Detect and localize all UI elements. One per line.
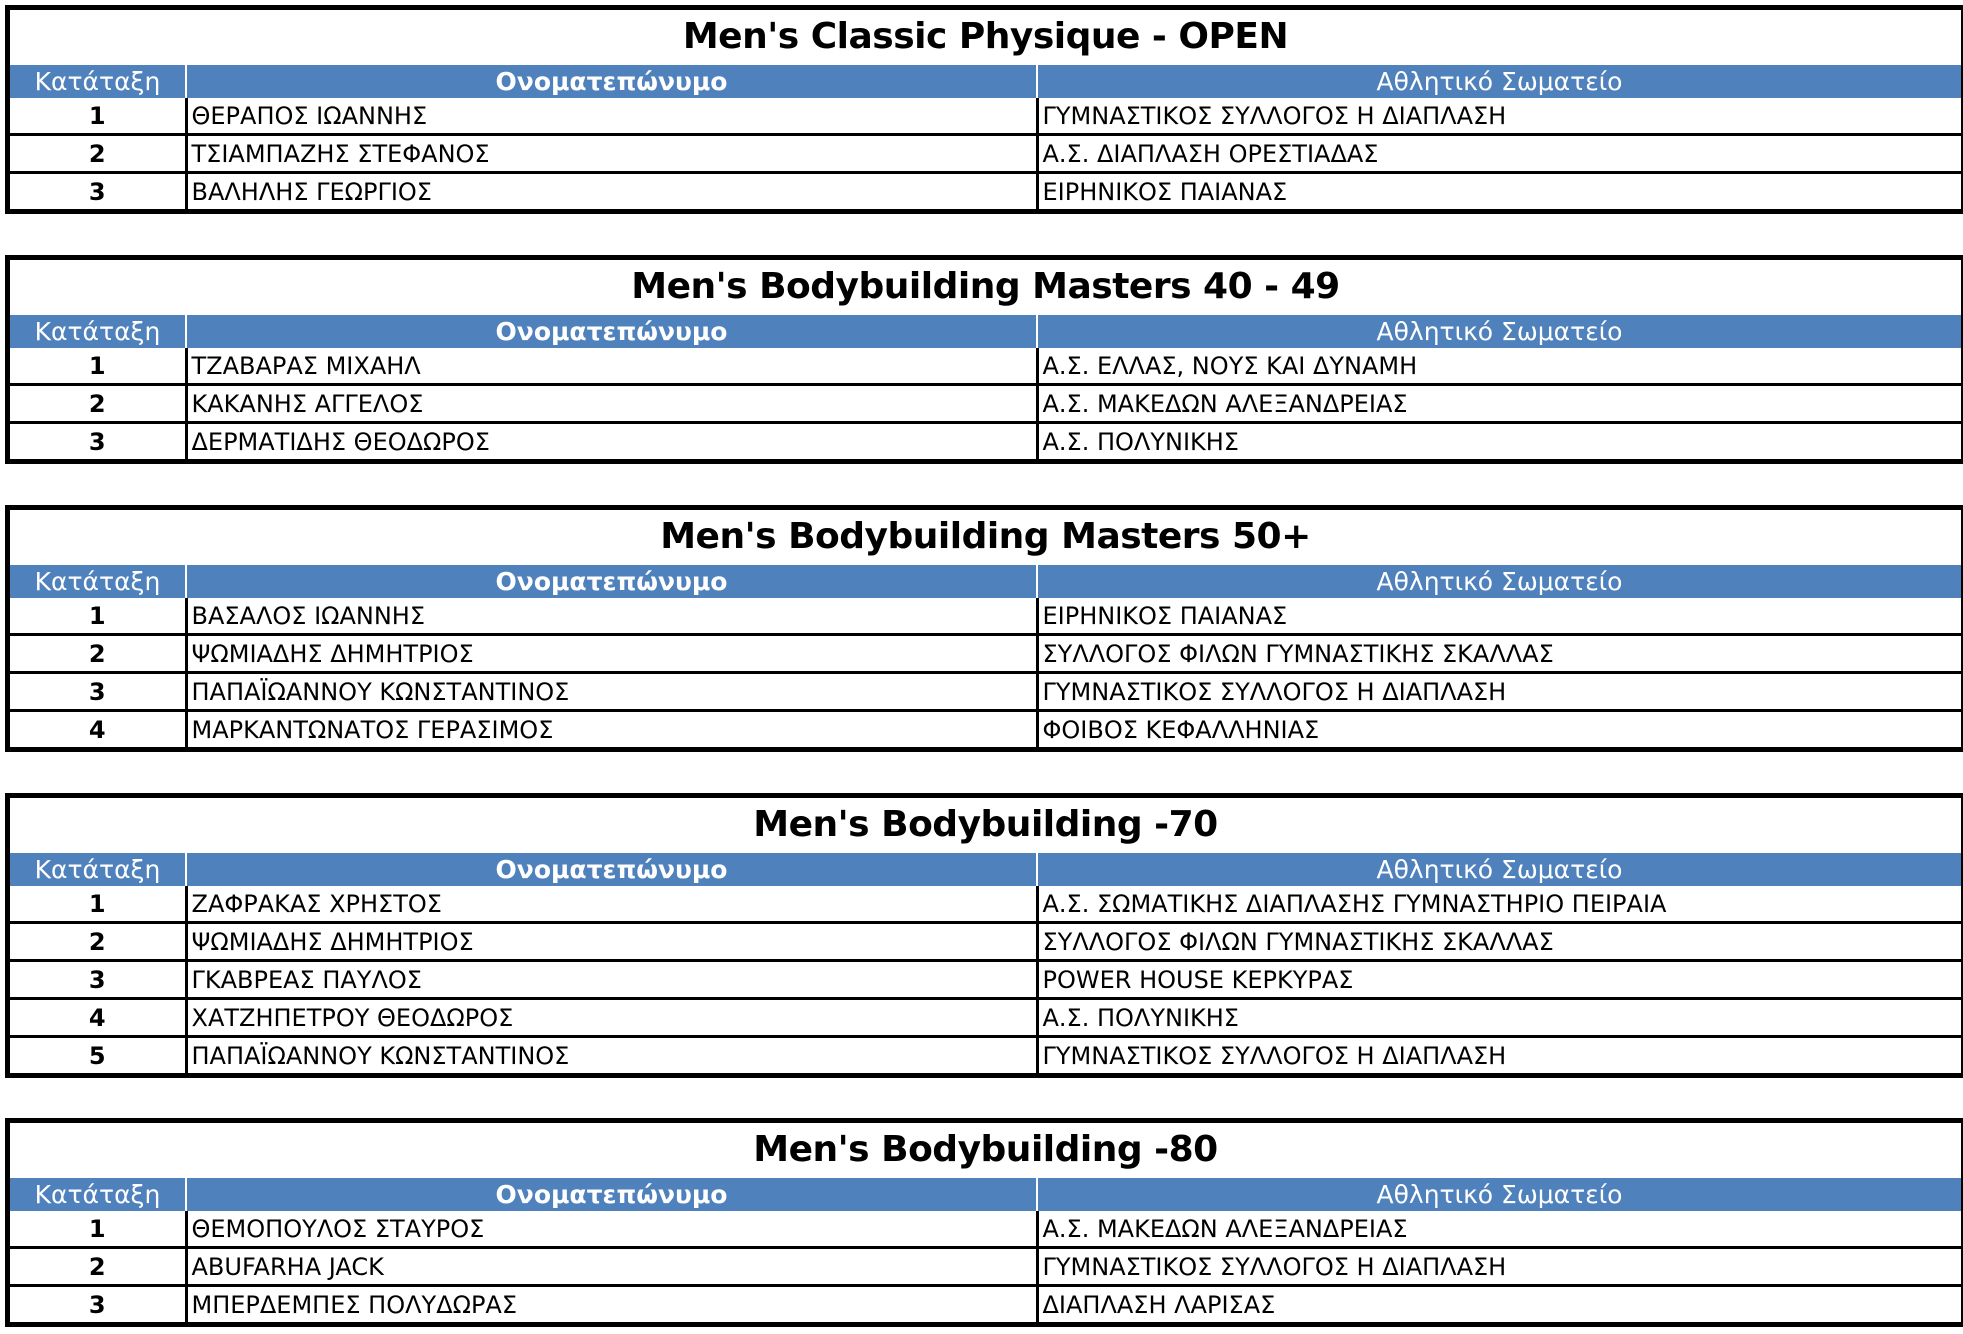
header-row bbox=[10, 314, 1961, 348]
athlete-name-cell: ΨΩΜΙΑΔΗΣ ΔΗΜΗΤΡΙΟΣ bbox=[186, 923, 1037, 961]
results-body bbox=[10, 1211, 1961, 1322]
rank-cell: 2 bbox=[10, 923, 186, 961]
rank-cell: 1 bbox=[88, 101, 106, 130]
table-row bbox=[10, 1286, 1961, 1323]
header-row bbox=[10, 64, 1961, 98]
table-row bbox=[10, 423, 1961, 460]
results-body bbox=[10, 98, 1961, 209]
club-cell: ΓΥΜΝΑΣΤΙΚΟΣ ΣΥΛΛΟΓΟΣ Η ΔΙΑΠΛΑΣΗ bbox=[1037, 673, 1961, 711]
rank-cell: 1 bbox=[88, 889, 106, 918]
table-row bbox=[10, 98, 1961, 135]
rank-cell: 2 bbox=[10, 1248, 186, 1286]
header-name: Ονοματεπώνυμο bbox=[186, 64, 1037, 98]
athlete-name-cell: ΒΑΣΑΛΟΣ ΙΩΑΝΝΗΣ bbox=[186, 598, 1037, 635]
club-cell: Α.Σ. ΜΑΚΕΔΩΝ ΑΛΕΞΑΝΔΡΕΙΑΣ bbox=[1037, 1211, 1961, 1248]
club-cell: Α.Σ. ΠΟΛΥΝΙΚΗΣ bbox=[1037, 423, 1961, 460]
header-row bbox=[10, 1177, 1961, 1211]
header-rank: Κατάταξη bbox=[10, 564, 186, 598]
table-row bbox=[10, 1037, 1961, 1074]
athlete-name-cell: ΚΑΚΑΝΗΣ ΑΓΓΕΛΟΣ bbox=[186, 385, 1037, 423]
athlete-name-cell: ABUFARHA JACK bbox=[186, 1248, 1037, 1286]
table-row bbox=[10, 135, 1961, 173]
athlete-name-cell: ΤΣΙΑΜΠΑΖΗΣ ΣΤΕΦΑΝΟΣ bbox=[186, 135, 1037, 173]
athlete-name-cell: ΔΕΡΜΑΤΙΔΗΣ ΘΕΟΔΩΡΟΣ bbox=[186, 423, 1037, 460]
athlete-name-cell: ΒΑΛΗΛΗΣ ΓΕΩΡΓΙΟΣ bbox=[186, 173, 1037, 210]
section-title: Men's Bodybuilding Masters 40 - 49 bbox=[631, 266, 1340, 307]
header-name: Ονοματεπώνυμο bbox=[186, 564, 1037, 598]
club-cell: ΣΥΛΛΟΓΟΣ ΦΙΛΩΝ ΓΥΜΝΑΣΤΙΚΗΣ ΣΚΑΛΛΑΣ bbox=[1037, 635, 1961, 673]
results-table bbox=[10, 851, 1961, 1073]
athlete-name-cell: ΜΠΕΡΔΕΜΠΕΣ ΠΟΛΥΔΩΡΑΣ bbox=[186, 1286, 1037, 1323]
club-cell: POWER HOUSE ΚΕΡΚΥΡΑΣ bbox=[1037, 961, 1961, 999]
rank-cell: 2 bbox=[10, 135, 186, 173]
rank-cell: 1 bbox=[88, 351, 106, 380]
results-section-5 bbox=[5, 1118, 1963, 1327]
results-section-1 bbox=[5, 5, 1963, 214]
results-body bbox=[10, 598, 1961, 747]
results-section-3 bbox=[5, 505, 1963, 752]
results-table bbox=[10, 313, 1961, 459]
athlete-name-cell: ΘΕΜΟΠΟΥΛΟΣ ΣΤΑΥΡΟΣ bbox=[186, 1211, 1037, 1248]
table-row bbox=[10, 348, 1961, 385]
rank-cell: 4 bbox=[10, 711, 186, 748]
rank-cell: 3 bbox=[10, 673, 186, 711]
results-table bbox=[10, 1176, 1961, 1322]
rank-cell: 3 bbox=[10, 961, 186, 999]
results-section-4 bbox=[5, 793, 1963, 1078]
club-cell: ΔΙΑΠΛΑΣΗ ΛΑΡΙΣΑΣ bbox=[1037, 1286, 1961, 1323]
athlete-name-cell: ΤΖΑΒΑΡΑΣ ΜΙΧΑΗΛ bbox=[186, 348, 1037, 385]
table-row bbox=[10, 598, 1961, 635]
club-cell: ΓΥΜΝΑΣΤΙΚΟΣ ΣΥΛΛΟΓΟΣ Η ΔΙΑΠΛΑΣΗ bbox=[1037, 98, 1961, 135]
rank-cell: 2 bbox=[10, 385, 186, 423]
header-name: Ονοματεπώνυμο bbox=[186, 852, 1037, 886]
rank-cell: 4 bbox=[10, 999, 186, 1037]
club-cell: Α.Σ. ΣΩΜΑΤΙΚΗΣ ΔΙΑΠΛΑΣΗΣ ΓΥΜΝΑΣΤΗΡΙΟ ΠΕΙΡΑΙΑ bbox=[1037, 886, 1961, 923]
rank-cell: 3 bbox=[10, 423, 186, 460]
club-cell: ΓΥΜΝΑΣΤΙΚΟΣ ΣΥΛΛΟΓΟΣ Η ΔΙΑΠΛΑΣΗ bbox=[1037, 1248, 1961, 1286]
header-club: Αθλητικό Σωματείο bbox=[1037, 64, 1961, 98]
club-cell: Α.Σ. ΜΑΚΕΔΩΝ ΑΛΕΞΑΝΔΡΕΙΑΣ bbox=[1037, 385, 1961, 423]
rank-cell: 1 bbox=[88, 1214, 106, 1243]
club-cell: Α.Σ. ΔΙΑΠΛΑΣΗ ΟΡΕΣΤΙΑΔΑΣ bbox=[1037, 135, 1961, 173]
results-table bbox=[10, 63, 1961, 209]
header-club: Αθλητικό Σωματείο bbox=[1037, 1177, 1961, 1211]
table-row bbox=[10, 999, 1961, 1037]
header-row bbox=[10, 852, 1961, 886]
table-row bbox=[10, 1248, 1961, 1286]
header-rank: Κατάταξη bbox=[10, 64, 186, 98]
table-row bbox=[10, 961, 1961, 999]
table-row bbox=[10, 886, 1961, 923]
rank-cell: 5 bbox=[10, 1037, 186, 1074]
club-cell: ΕΙΡΗΝΙΚΟΣ ΠΑΙΑΝΑΣ bbox=[1037, 598, 1961, 635]
athlete-name-cell: ΧΑΤΖΗΠΕΤΡΟΥ ΘΕΟΔΩΡΟΣ bbox=[186, 999, 1037, 1037]
club-cell: ΕΙΡΗΝΙΚΟΣ ΠΑΙΑΝΑΣ bbox=[1037, 173, 1961, 210]
header-row bbox=[10, 564, 1961, 598]
header-club: Αθλητικό Σωματείο bbox=[1037, 564, 1961, 598]
table-row bbox=[10, 635, 1961, 673]
athlete-name-cell: ΠΑΠΑΪΩΑΝΝΟΥ ΚΩΝΣΤΑΝΤΙΝΟΣ bbox=[186, 1037, 1037, 1074]
header-rank: Κατάταξη bbox=[10, 852, 186, 886]
rank-cell: 2 bbox=[10, 635, 186, 673]
results-body bbox=[10, 348, 1961, 459]
table-row bbox=[10, 711, 1961, 748]
club-cell: ΣΥΛΛΟΓΟΣ ΦΙΛΩΝ ΓΥΜΝΑΣΤΙΚΗΣ ΣΚΑΛΛΑΣ bbox=[1037, 923, 1961, 961]
table-row bbox=[10, 1211, 1961, 1248]
rank-cell: 3 bbox=[10, 173, 186, 210]
athlete-name-cell: ΜΑΡΚΑΝΤΩΝΑΤΟΣ ΓΕΡΑΣΙΜΟΣ bbox=[186, 711, 1037, 748]
section-title: Men's Bodybuilding -70 bbox=[753, 804, 1218, 845]
results-table bbox=[10, 563, 1961, 747]
results-section-2 bbox=[5, 255, 1963, 464]
club-cell: ΓΥΜΝΑΣΤΙΚΟΣ ΣΥΛΛΟΓΟΣ Η ΔΙΑΠΛΑΣΗ bbox=[1037, 1037, 1961, 1074]
club-cell: Α.Σ. ΠΟΛΥΝΙΚΗΣ bbox=[1037, 999, 1961, 1037]
table-row bbox=[10, 673, 1961, 711]
table-row bbox=[10, 385, 1961, 423]
section-title: Men's Bodybuilding Masters 50+ bbox=[660, 516, 1311, 557]
athlete-name-cell: ΖΑΦΡΑΚΑΣ ΧΡΗΣΤΟΣ bbox=[186, 886, 1037, 923]
club-cell: Α.Σ. ΕΛΛΑΣ, ΝΟΥΣ ΚΑΙ ΔΥΝΑΜΗ bbox=[1037, 348, 1961, 385]
table-row bbox=[10, 173, 1961, 210]
athlete-name-cell: ΨΩΜΙΑΔΗΣ ΔΗΜΗΤΡΙΟΣ bbox=[186, 635, 1037, 673]
header-club: Αθλητικό Σωματείο bbox=[1037, 852, 1961, 886]
header-name: Ονοματεπώνυμο bbox=[186, 314, 1037, 348]
header-name: Ονοματεπώνυμο bbox=[186, 1177, 1037, 1211]
athlete-name-cell: ΘΕΡΑΠΟΣ ΙΩΑΝΝΗΣ bbox=[186, 98, 1037, 135]
club-cell: ΦΟΙΒΟΣ ΚΕΦΑΛΛΗΝΙΑΣ bbox=[1037, 711, 1961, 748]
section-title: Men's Classic Physique - OPEN bbox=[682, 16, 1289, 57]
section-title: Men's Bodybuilding -80 bbox=[753, 1129, 1218, 1170]
rank-cell: 3 bbox=[10, 1286, 186, 1323]
header-rank: Κατάταξη bbox=[10, 314, 186, 348]
header-club: Αθλητικό Σωματείο bbox=[1037, 314, 1961, 348]
header-rank: Κατάταξη bbox=[10, 1177, 186, 1211]
table-row bbox=[10, 923, 1961, 961]
rank-cell: 1 bbox=[88, 601, 106, 630]
athlete-name-cell: ΓΚΑΒΡΕΑΣ ΠΑΥΛΟΣ bbox=[186, 961, 1037, 999]
results-body bbox=[10, 886, 1961, 1073]
athlete-name-cell: ΠΑΠΑΪΩΑΝΝΟΥ ΚΩΝΣΤΑΝΤΙΝΟΣ bbox=[186, 673, 1037, 711]
